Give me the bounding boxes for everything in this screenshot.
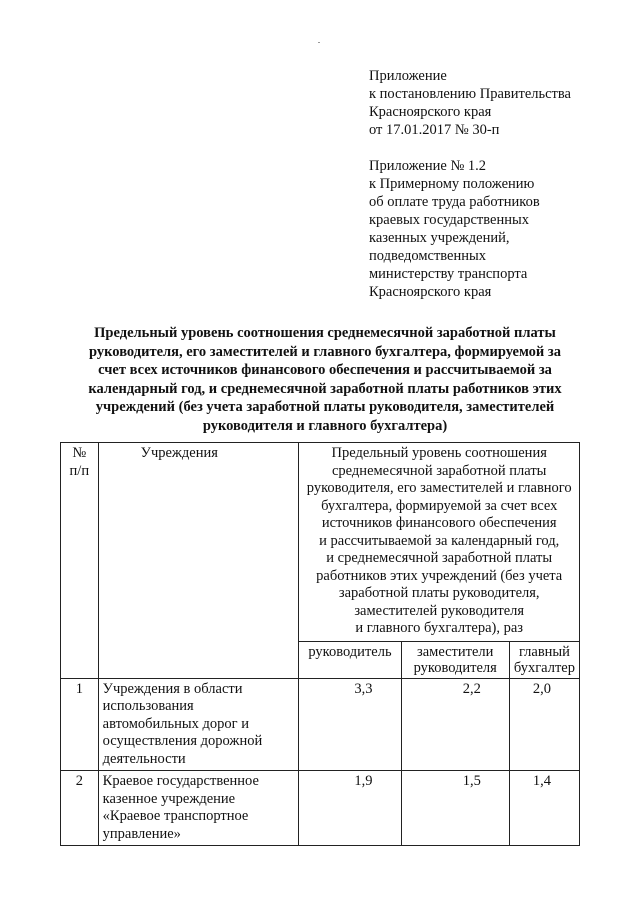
row-institution — [98, 771, 299, 846]
subheader-line: руководитель — [308, 643, 392, 660]
subheader-deputies — [401, 641, 509, 678]
appendix-line: об оплате труда работников — [369, 194, 540, 210]
subheader-line: главный — [518, 643, 570, 660]
institution-line: казенное учреждение — [102, 790, 236, 807]
title-line: Предельный уровень соотношения среднемесячной заработной платы — [94, 325, 556, 341]
header-limit-line: источников финансового обеспечения — [321, 515, 557, 531]
spacer — [369, 139, 571, 157]
value-deputies: 2,2 — [401, 678, 509, 771]
header-limit — [299, 443, 580, 642]
title-line: руководителя и главного бухгалтера) — [202, 417, 448, 434]
appendix-line: Красноярского края — [369, 284, 492, 300]
row-institution — [98, 678, 299, 771]
value-chief-accountant: 1,4 — [509, 771, 579, 846]
value-head: 3,3 — [299, 678, 401, 771]
title-line: учреждений (без учета заработной платы руководителя, заместителей — [95, 399, 555, 415]
subheader-chief-accountant — [509, 641, 579, 678]
table-row — [61, 678, 580, 771]
subheader-head — [299, 641, 401, 678]
scan-speck — [318, 42, 320, 43]
limits-table — [60, 442, 580, 846]
title-line: календарный год, и среднемесячной заработной платы работников этих — [88, 380, 562, 397]
value-chief-accountant: 2,0 — [509, 678, 579, 771]
header-num-line: № — [72, 445, 87, 461]
institution-line: Учреждения в области — [102, 680, 243, 697]
header-limit-line: Предельный уровень соотношения — [331, 445, 547, 461]
institution-line: использования — [102, 698, 194, 714]
appendix-line: казенных учреждений, — [369, 230, 510, 246]
header-limit-line: руководителя, его заместителей и главного — [306, 480, 572, 496]
header-limit-line: бухгалтера, формируемой за счет всех — [321, 497, 558, 514]
appendix-line: от 17.01.2017 № 30-п — [369, 122, 500, 138]
header-limit-line: заместителей руководителя — [354, 602, 525, 619]
title-line: руководителя, его заместителей и главного бухгалтера, формируемой за — [89, 343, 561, 360]
appendix-block — [369, 67, 571, 301]
institution-line: деятельности — [102, 750, 186, 767]
institution-line: автомобильных дорог и — [102, 715, 249, 732]
appendix-line: Приложение № 1.2 — [369, 158, 487, 174]
header-num — [61, 443, 99, 679]
document-title — [60, 324, 590, 435]
appendix-line: к Примерному положению — [369, 176, 535, 192]
row-num: 2 — [61, 771, 99, 846]
header-limit-line: и главного бухгалтера), раз — [355, 620, 524, 636]
value-deputies: 1,5 — [401, 771, 509, 846]
header-limit-line: заработной платы руководителя, — [338, 585, 540, 601]
table-row — [61, 771, 580, 846]
institution-line: «Краевое транспортное — [102, 808, 249, 824]
institution-line: Краевое государственное — [102, 773, 259, 789]
value-head: 1,9 — [299, 771, 401, 846]
row-num: 1 — [61, 678, 99, 771]
header-limit-line: среднемесячной заработной платы — [332, 462, 547, 479]
header-limit-line: работников этих учреждений (без учета — [316, 567, 563, 584]
institution-line: осуществления дорожной — [102, 733, 263, 749]
header-limit-line: и среднемесячной заработной платы — [326, 550, 553, 566]
appendix-line: подведомственных — [369, 248, 486, 264]
subheader-line: руководителя — [413, 659, 497, 676]
appendix-line: к постановлению Правительства — [369, 86, 571, 102]
header-num-line: п/п — [69, 462, 90, 479]
subheader-line: заместители — [416, 643, 494, 660]
appendix-line: Красноярского края — [369, 104, 492, 120]
header-limit-line: и рассчитываемой за календарный год, — [319, 532, 560, 549]
title-line: счет всех источников финансового обеспечения и рассчитываемой за — [98, 362, 552, 378]
appendix-line: министерству транспорта — [369, 266, 528, 282]
header-institution: Учреждения — [98, 443, 299, 679]
appendix-line: Приложение — [369, 68, 447, 84]
subheader-line: бухгалтер — [513, 659, 575, 676]
institution-line: управление» — [102, 825, 181, 842]
table-header-row — [61, 443, 580, 642]
appendix-line: краевых государственных — [369, 212, 529, 228]
